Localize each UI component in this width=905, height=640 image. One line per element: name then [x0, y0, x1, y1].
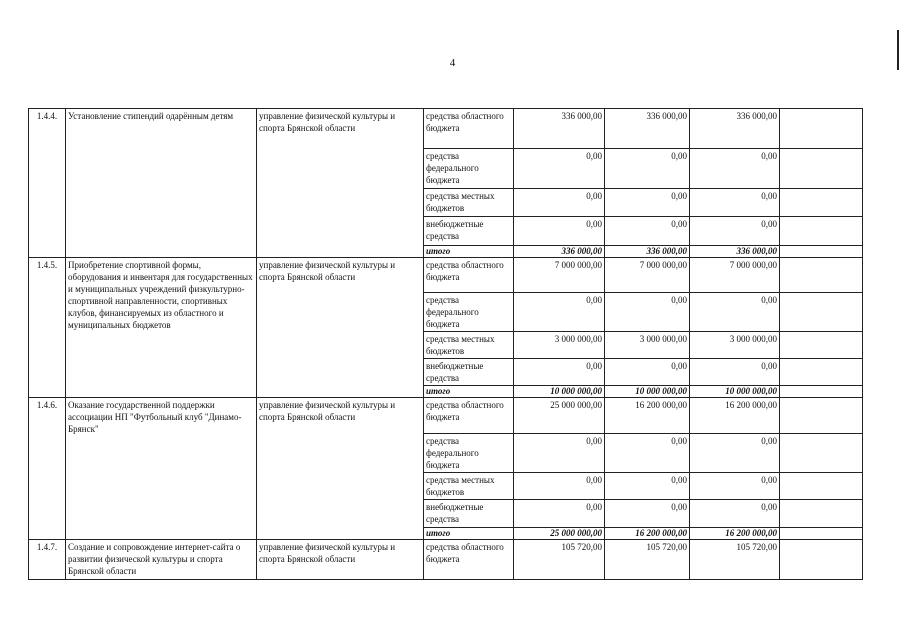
amount-year-2: 0,00 [605, 189, 690, 217]
item-number: 1.4.4. [29, 109, 66, 258]
amount-year-3: 336 000,00 [690, 246, 780, 258]
funding-source-label: средства областного бюджета [424, 109, 514, 149]
amount-year-3: 10 000 000,00 [690, 386, 780, 398]
item-executor: управление физической культуры и спорта Брянской области [257, 540, 424, 580]
empty-cell [780, 473, 863, 500]
amount-year-3: 336 000,00 [690, 109, 780, 149]
amount-year-3: 0,00 [690, 149, 780, 189]
empty-cell [780, 386, 863, 398]
amount-year-1: 0,00 [514, 500, 605, 528]
amount-year-2: 0,00 [605, 149, 690, 189]
amount-year-1: 3 000 000,00 [514, 332, 605, 359]
funding-source-label: средства областного бюджета [424, 258, 514, 293]
amount-year-2: 3 000 000,00 [605, 332, 690, 359]
amount-year-1: 336 000,00 [514, 109, 605, 149]
empty-cell [780, 149, 863, 189]
item-number: 1.4.6. [29, 398, 66, 540]
amount-year-3: 0,00 [690, 359, 780, 386]
amount-year-2: 7 000 000,00 [605, 258, 690, 293]
empty-cell [780, 332, 863, 359]
empty-cell [780, 540, 863, 580]
table-row [29, 540, 863, 580]
amount-year-3: 16 200 000,00 [690, 398, 780, 434]
funding-source-label: средства федерального бюджета [424, 149, 514, 189]
item-name: Установление стипендий одарённым детям [66, 109, 257, 258]
amount-year-1: 0,00 [514, 189, 605, 217]
amount-year-2: 0,00 [605, 293, 690, 332]
amount-year-1: 0,00 [514, 217, 605, 246]
amount-year-2: 336 000,00 [605, 109, 690, 149]
amount-year-1: 0,00 [514, 293, 605, 332]
amount-year-2: 16 200 000,00 [605, 528, 690, 540]
funding-source-label: средства областного бюджета [424, 540, 514, 580]
empty-cell [780, 398, 863, 434]
amount-year-1: 0,00 [514, 359, 605, 386]
empty-cell [780, 258, 863, 293]
funding-source-label: внебюджетные средства [424, 359, 514, 386]
funding-source-label: средства местных бюджетов [424, 332, 514, 359]
amount-year-2: 16 200 000,00 [605, 398, 690, 434]
funding-source-label: средства федерального бюджета [424, 293, 514, 332]
budget-table [28, 108, 863, 580]
amount-year-3: 0,00 [690, 434, 780, 473]
amount-year-1: 25 000 000,00 [514, 528, 605, 540]
amount-year-1: 10 000 000,00 [514, 386, 605, 398]
funding-source-label: итого [424, 386, 514, 398]
amount-year-2: 0,00 [605, 473, 690, 500]
empty-cell [780, 246, 863, 258]
item-executor: управление физической культуры и спорта Брянской области [257, 258, 424, 398]
item-executor: управление физической культуры и спорта Брянской области [257, 109, 424, 258]
empty-cell [780, 434, 863, 473]
table-row [29, 258, 863, 293]
amount-year-3: 0,00 [690, 500, 780, 528]
empty-cell [780, 528, 863, 540]
empty-cell [780, 189, 863, 217]
table-body [29, 109, 863, 580]
page-number: 4 [449, 57, 456, 69]
item-executor: управление физической культуры и спорта Брянской области [257, 398, 424, 540]
item-name: Создание и сопровождение интернет-сайта о развитии физической культуры и спорта Брянской области [66, 540, 257, 580]
amount-year-3: 3 000 000,00 [690, 332, 780, 359]
scan-edge-mark [897, 30, 899, 70]
item-name: Приобретение спортивной формы, оборудования и инвентаря для государственных и муниципальных учреждений физкультурно-спортивной направленности, спортивных клубов, финансируемых из областного и муниципальных бюджетов [66, 258, 257, 398]
amount-year-1: 0,00 [514, 473, 605, 500]
amount-year-2: 0,00 [605, 359, 690, 386]
amount-year-3: 0,00 [690, 217, 780, 246]
table-row [29, 398, 863, 434]
funding-source-label: итого [424, 246, 514, 258]
funding-source-label: внебюджетные средства [424, 500, 514, 528]
amount-year-2: 0,00 [605, 434, 690, 473]
item-number: 1.4.5. [29, 258, 66, 398]
amount-year-3: 16 200 000,00 [690, 528, 780, 540]
amount-year-3: 7 000 000,00 [690, 258, 780, 293]
amount-year-3: 0,00 [690, 473, 780, 500]
amount-year-2: 0,00 [605, 217, 690, 246]
amount-year-2: 336 000,00 [605, 246, 690, 258]
amount-year-2: 0,00 [605, 500, 690, 528]
amount-year-1: 7 000 000,00 [514, 258, 605, 293]
item-name: Оказание государственной поддержки ассоциации НП "Футбольный клуб "Динамо-Брянск" [66, 398, 257, 540]
funding-source-label: средства местных бюджетов [424, 189, 514, 217]
empty-cell [780, 359, 863, 386]
amount-year-2: 10 000 000,00 [605, 386, 690, 398]
amount-year-3: 0,00 [690, 189, 780, 217]
empty-cell [780, 500, 863, 528]
amount-year-3: 0,00 [690, 293, 780, 332]
amount-year-1: 105 720,00 [514, 540, 605, 580]
funding-source-label: средства областного бюджета [424, 398, 514, 434]
funding-source-label: средства местных бюджетов [424, 473, 514, 500]
amount-year-1: 336 000,00 [514, 246, 605, 258]
funding-source-label: средства федерального бюджета [424, 434, 514, 473]
empty-cell [780, 293, 863, 332]
amount-year-1: 0,00 [514, 149, 605, 189]
empty-cell [780, 109, 863, 149]
funding-source-label: внебюджетные средства [424, 217, 514, 246]
amount-year-2: 105 720,00 [605, 540, 690, 580]
table-row [29, 109, 863, 149]
amount-year-1: 0,00 [514, 434, 605, 473]
item-number: 1.4.7. [29, 540, 66, 580]
empty-cell [780, 217, 863, 246]
funding-source-label: итого [424, 528, 514, 540]
amount-year-3: 105 720,00 [690, 540, 780, 580]
amount-year-1: 25 000 000,00 [514, 398, 605, 434]
